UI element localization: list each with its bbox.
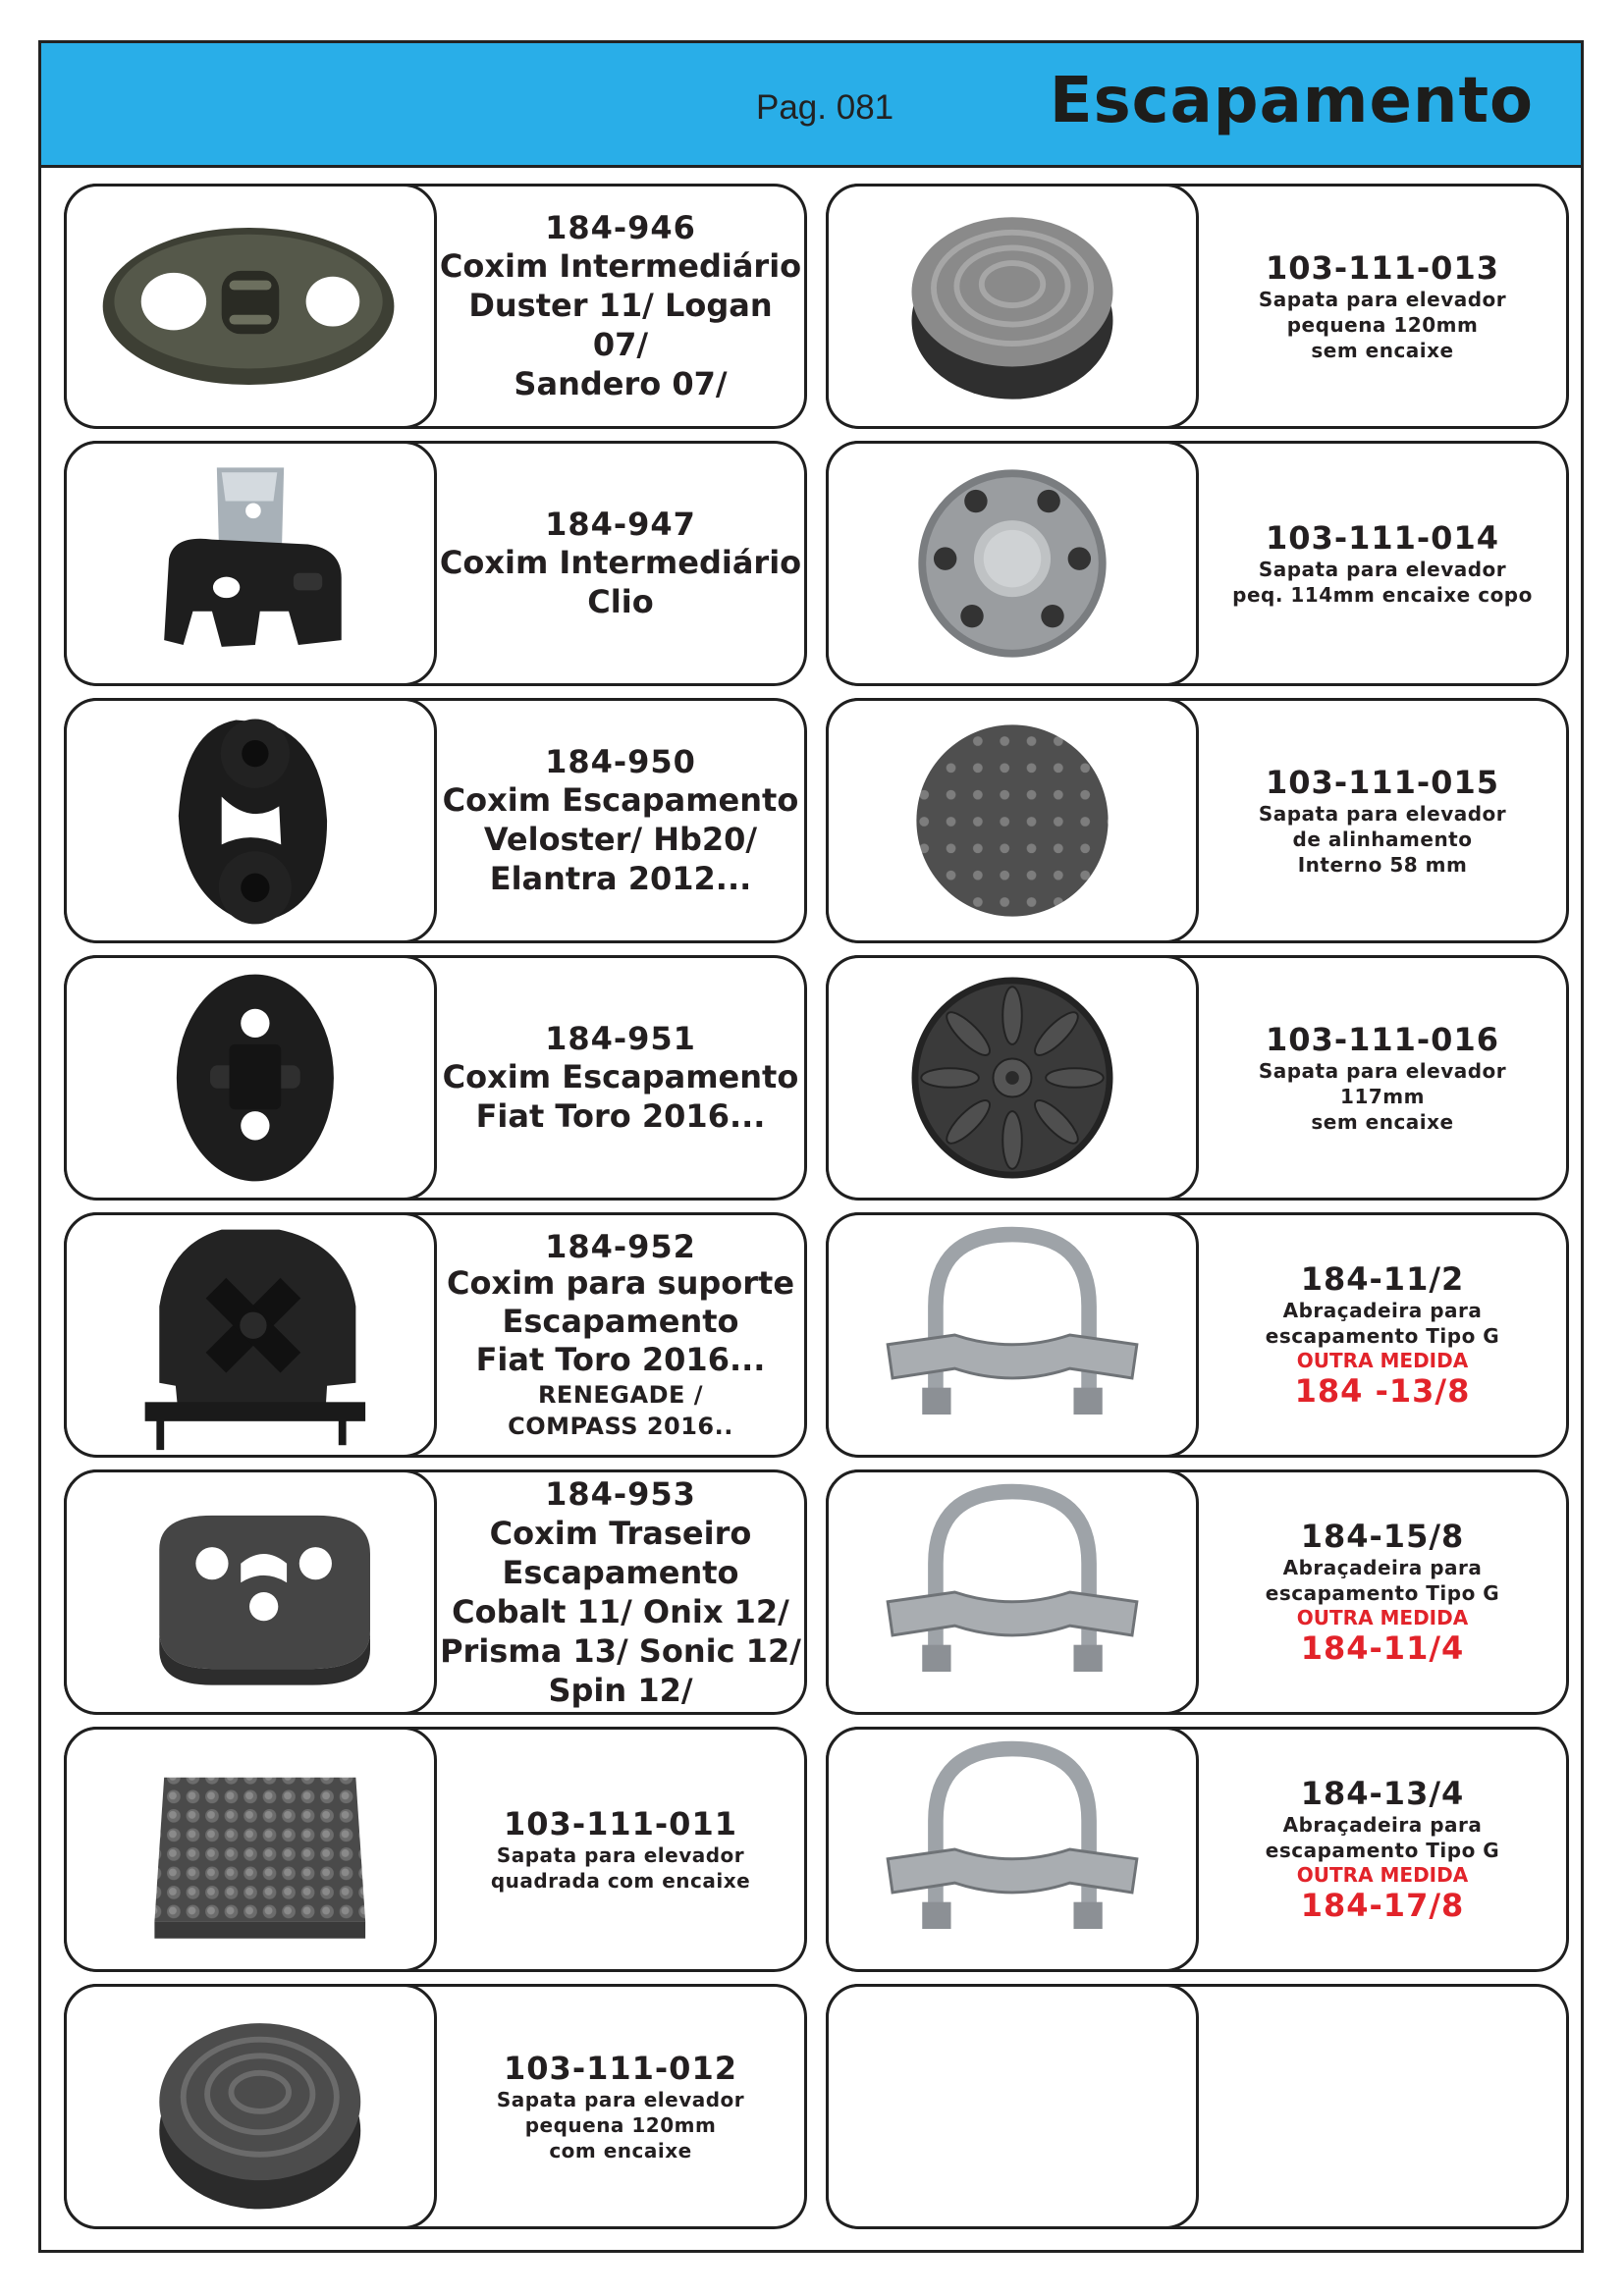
empty-product-card bbox=[826, 1984, 1569, 2229]
exhaust-support-mount-icon bbox=[67, 1215, 434, 1455]
product-desc-line: Fiat Toro 2016... bbox=[475, 1097, 766, 1135]
page-header bbox=[41, 43, 1581, 168]
product-card-184-952 bbox=[64, 1212, 807, 1458]
product-desc-line: Coxim Traseiro bbox=[489, 1515, 752, 1552]
product-image bbox=[826, 184, 1199, 429]
product-desc-line: Escapamento bbox=[502, 1302, 739, 1340]
other-size-label: OUTRA MEDIDA bbox=[1296, 1349, 1469, 1372]
product-desc-small: de alinhamento bbox=[1292, 828, 1473, 851]
product-desc-line: Coxim para suporte bbox=[446, 1263, 795, 1302]
product-text bbox=[437, 1472, 804, 1712]
product-image bbox=[826, 698, 1199, 943]
product-text bbox=[1199, 1472, 1566, 1712]
product-code: 184-953 bbox=[545, 1475, 696, 1513]
product-card-103-111-015 bbox=[826, 698, 1569, 943]
round-lift-pad-rings-icon bbox=[829, 187, 1196, 426]
other-size-code: 184-17/8 bbox=[1300, 1887, 1465, 1924]
product-desc-small: Interno 58 mm bbox=[1297, 853, 1468, 877]
empty-product-image bbox=[826, 1984, 1199, 2229]
product-text bbox=[1199, 958, 1566, 1198]
product-desc-small: com encaixe bbox=[549, 2139, 692, 2163]
product-desc-line: Elantra 2012... bbox=[489, 860, 752, 897]
product-desc-small: Abraçadeira para bbox=[1282, 1299, 1483, 1322]
product-code: 184-952 bbox=[545, 1227, 696, 1265]
square-lift-pad-icon bbox=[67, 1730, 434, 1969]
product-card-103-111-016 bbox=[826, 955, 1569, 1201]
product-code: 184-951 bbox=[545, 1020, 696, 1057]
product-image bbox=[826, 1212, 1199, 1458]
product-code: 103-111-015 bbox=[1266, 764, 1499, 801]
exhaust-mount-bracket-icon bbox=[67, 444, 434, 683]
product-text bbox=[1199, 1215, 1566, 1455]
lift-pad-petals-icon bbox=[829, 958, 1196, 1198]
product-desc-small: sem encaixe bbox=[1311, 1110, 1454, 1134]
product-desc-line: Spin 12/ bbox=[548, 1672, 693, 1709]
product-image bbox=[64, 1212, 437, 1458]
other-size-label: OUTRA MEDIDA bbox=[1296, 1863, 1469, 1887]
product-desc-small: Sapata para elevador bbox=[1258, 558, 1507, 581]
product-text bbox=[1199, 187, 1566, 426]
product-text bbox=[1199, 444, 1566, 683]
product-image bbox=[826, 441, 1199, 686]
product-desc-small: pequena 120mm bbox=[1286, 313, 1479, 337]
other-size-code: 184 -13/8 bbox=[1294, 1372, 1471, 1410]
product-desc-line: Coxim Intermediário bbox=[439, 544, 802, 581]
product-code: 184-947 bbox=[545, 506, 696, 543]
product-code: 103-111-016 bbox=[1266, 1021, 1499, 1058]
product-card-103-111-011 bbox=[64, 1727, 807, 1972]
product-desc-small: RENEGADE / bbox=[537, 1380, 704, 1409]
product-text bbox=[437, 958, 804, 1198]
product-desc-line: Sandero 07/ bbox=[514, 365, 728, 402]
u-bolt-clamp-icon bbox=[829, 1730, 1196, 1969]
product-desc-small: quadrada com encaixe bbox=[490, 1869, 751, 1893]
exhaust-hanger-double-icon bbox=[67, 701, 434, 940]
product-card-103-111-012 bbox=[64, 1984, 807, 2229]
product-text bbox=[1199, 701, 1566, 940]
lift-pad-cup-icon bbox=[829, 444, 1196, 683]
page-title: Escapamento bbox=[1049, 65, 1534, 137]
product-desc-line: Veloster/ Hb20/ bbox=[483, 821, 758, 858]
product-desc-line: Fiat Toro 2016... bbox=[475, 1340, 766, 1378]
product-text bbox=[437, 444, 804, 683]
product-code: 184-11/2 bbox=[1300, 1260, 1465, 1298]
product-card-103-111-013 bbox=[826, 184, 1569, 429]
product-image bbox=[64, 1984, 437, 2229]
product-desc-small: Sapata para elevador bbox=[1258, 1059, 1507, 1083]
product-desc-small: Sapata para elevador bbox=[496, 2088, 745, 2111]
product-card-184-947 bbox=[64, 441, 807, 686]
product-code: 184-13/4 bbox=[1300, 1775, 1465, 1812]
product-desc-line: Cobalt 11/ Onix 12/ bbox=[452, 1593, 789, 1630]
page-number: Pag. 081 bbox=[756, 88, 894, 127]
product-desc-small: sem encaixe bbox=[1311, 339, 1454, 362]
product-image bbox=[826, 955, 1199, 1201]
product-code: 103-111-013 bbox=[1266, 249, 1499, 287]
product-code: 103-111-012 bbox=[504, 2050, 737, 2087]
product-image bbox=[64, 698, 437, 943]
product-image bbox=[64, 1469, 437, 1715]
product-code: 103-111-011 bbox=[504, 1805, 737, 1842]
product-desc-small: Abraçadeira para bbox=[1282, 1813, 1483, 1837]
product-desc-small: peq. 114mm encaixe copo bbox=[1232, 583, 1533, 607]
product-card-184-953 bbox=[64, 1469, 807, 1715]
product-card-184-11-2 bbox=[826, 1212, 1569, 1458]
product-image bbox=[64, 441, 437, 686]
product-desc-line: Coxim Escapamento bbox=[442, 1058, 799, 1095]
product-desc-small: escapamento Tipo G bbox=[1265, 1839, 1500, 1862]
exhaust-mount-oval-icon bbox=[67, 187, 434, 426]
other-size-label: OUTRA MEDIDA bbox=[1296, 1606, 1469, 1629]
product-card-184-946 bbox=[64, 184, 807, 429]
product-desc-small: Sapata para elevador bbox=[1258, 802, 1507, 826]
product-desc-small: escapamento Tipo G bbox=[1265, 1581, 1500, 1605]
product-text bbox=[1199, 1730, 1566, 1969]
product-desc-line: Escapamento bbox=[502, 1554, 739, 1591]
product-card-184-13-4 bbox=[826, 1727, 1569, 1972]
product-desc-small: 117mm bbox=[1340, 1085, 1425, 1108]
product-desc-small: Abraçadeira para bbox=[1282, 1556, 1483, 1579]
product-card-184-951 bbox=[64, 955, 807, 1201]
product-desc-line: Duster 11/ Logan 07/ bbox=[468, 287, 773, 363]
product-text bbox=[437, 1987, 804, 2226]
product-desc-small: COMPASS 2016.. bbox=[508, 1412, 733, 1440]
product-image bbox=[64, 184, 437, 429]
product-image bbox=[64, 955, 437, 1201]
product-card-184-15-8 bbox=[826, 1469, 1569, 1715]
u-bolt-clamp-icon bbox=[829, 1215, 1196, 1455]
product-text bbox=[437, 1215, 804, 1455]
product-code: 184-15/8 bbox=[1300, 1518, 1465, 1555]
product-image bbox=[64, 1727, 437, 1972]
product-desc-small: Sapata para elevador bbox=[496, 1843, 745, 1867]
alignment-pad-dotted-icon bbox=[829, 701, 1196, 940]
round-lift-pad-icon bbox=[67, 1987, 434, 2226]
other-size-code: 184-11/4 bbox=[1300, 1629, 1465, 1667]
product-desc-line: Coxim Escapamento bbox=[442, 781, 799, 819]
product-desc-line: Prisma 13/ Sonic 12/ bbox=[440, 1632, 801, 1670]
product-card-184-950 bbox=[64, 698, 807, 943]
product-text bbox=[437, 701, 804, 940]
exhaust-hanger-oval-icon bbox=[67, 958, 434, 1198]
product-image bbox=[826, 1469, 1199, 1715]
product-image bbox=[826, 1727, 1199, 1972]
product-card-103-111-014 bbox=[826, 441, 1569, 686]
product-desc-line: Coxim Intermediário bbox=[439, 247, 802, 285]
product-text bbox=[437, 187, 804, 426]
product-desc-line: Clio bbox=[587, 583, 654, 620]
product-code: 103-111-014 bbox=[1266, 519, 1499, 557]
product-code: 184-950 bbox=[545, 743, 696, 780]
u-bolt-clamp-icon bbox=[829, 1472, 1196, 1712]
rear-exhaust-mount-icon bbox=[67, 1472, 434, 1712]
product-desc-small: Sapata para elevador bbox=[1258, 288, 1507, 311]
product-text bbox=[437, 1730, 804, 1969]
product-desc-small: pequena 120mm bbox=[524, 2113, 717, 2137]
product-code: 184-946 bbox=[545, 209, 696, 246]
product-desc-small: escapamento Tipo G bbox=[1265, 1324, 1500, 1348]
